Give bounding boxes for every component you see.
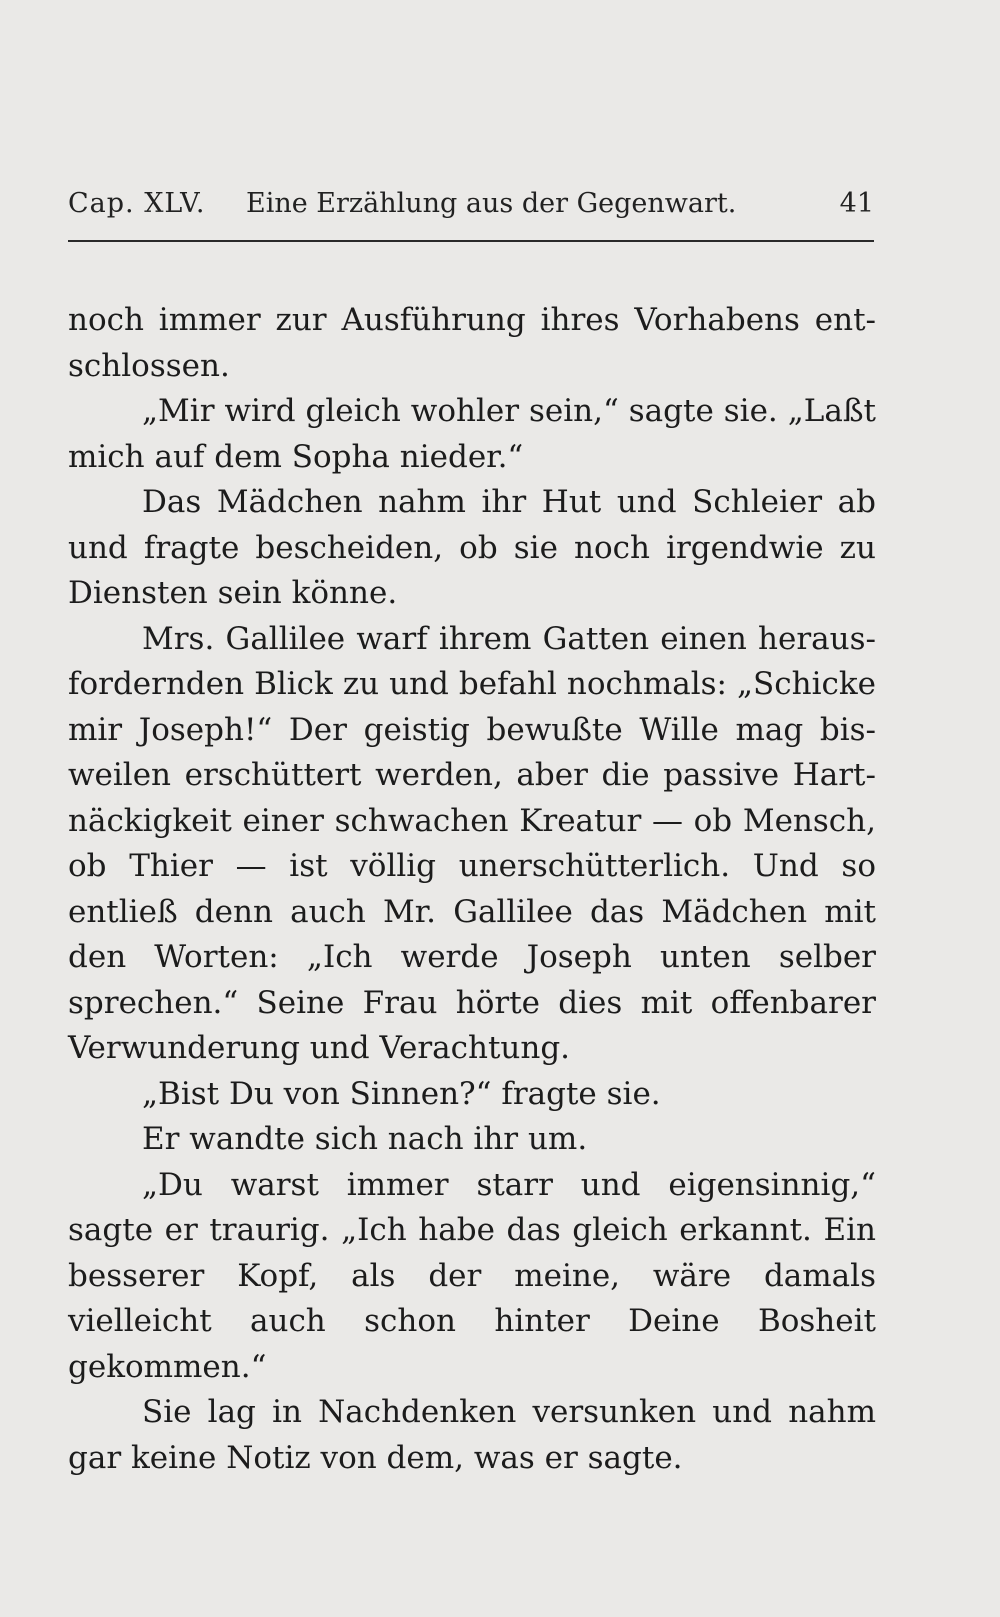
paragraph: „Bist Du von Sinnen?“ fragte sie. [142,1075,661,1112]
paragraph: noch immer zur Ausführung ihres Vorhabens ent-schlossen. [68,302,876,384]
paragraph: Das Mädchen nahm ihr Hut und Schleier ab und fragte bescheiden, ob sie noch irgendwie zu Diensten sein könne. [68,484,876,611]
running-title: Eine Erzählung aus der Gegenwart. [246,188,737,219]
header-rule [68,240,874,242]
paragraph: Sie lag in Nachdenken versunken und nahm gar keine Notiz von dem, was er sagte. [68,1394,876,1476]
paragraph: „Du warst immer starr und eigensinnig,“ sagte er traurig. „Ich habe das gleich erkannt. Ein besserer Kopf, als der meine, wäre damals vielleicht auch schon hinter Deine Bosheit gekommen.“ [68,1166,876,1385]
page-number: 41 [839,188,874,219]
body-text [68,298,876,1481]
chapter-label: Cap. XLV. [68,188,206,219]
running-header [68,184,874,228]
paragraph: Er wandte sich nach ihr um. [142,1121,588,1157]
paragraph: „Mir wird gleich wohler sein,“ sagte sie. „Laßt mich auf dem Sopha nieder.“ [68,393,876,475]
paragraph: Mrs. Gallilee warf ihrem Gatten einen heraus-fordernden Blick zu und befahl nochmals: „Schicke mir Joseph!“ Der geistig bewußte Wille mag bis-weilen erschüttert werden, aber die passive Hart-näckigkeit einer schwachen Kreatur — ob Mensch, ob Thier — ist völlig unerschütterlich. Und so entließ denn auch Mr. Gallilee das Mädchen mit den Worten: „Ich werde Joseph unten selber sprechen.“ Seine Frau hörte dies mit offenbarer Verwunderung und Verachtung. [68,620,876,1066]
